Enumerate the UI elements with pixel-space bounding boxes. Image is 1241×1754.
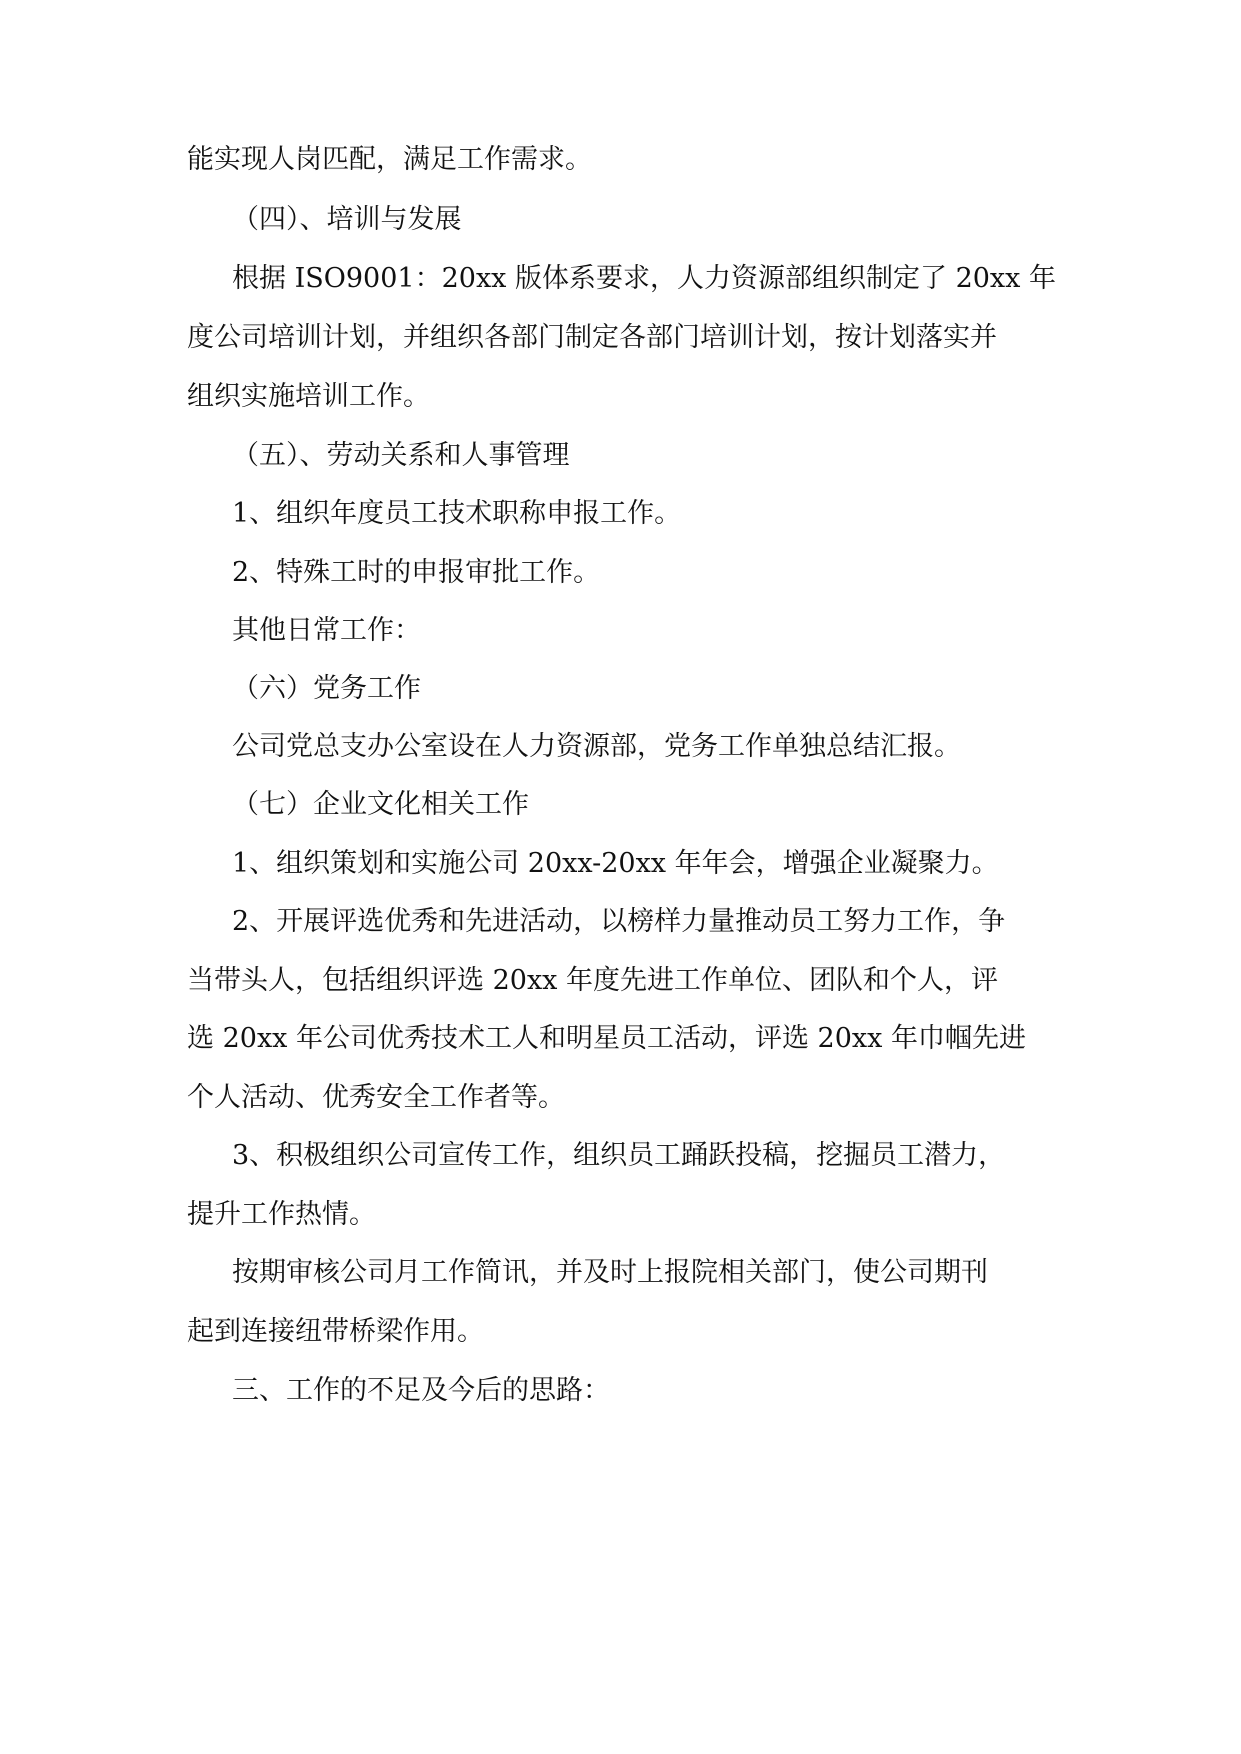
- section-heading: （四）、培训与发展: [232, 204, 462, 235]
- section-heading: 三、工作的不足及今后的思路：: [232, 1375, 610, 1406]
- section-heading: （七）企业文化相关工作: [232, 789, 529, 820]
- list-item: 2、开展评选优秀和先进活动，以榜样力量推动员工努力工作，争: [232, 906, 1006, 937]
- text-line: 当带头人，包括组织评选 20xx 年度先进工作单位、团队和个人，评: [187, 965, 998, 996]
- text-line: 公司党总支办公室设在人力资源部，党务工作单独总结汇报。: [232, 731, 961, 762]
- section-heading: （五）、劳动关系和人事管理: [232, 440, 570, 471]
- text-line: 根据 ISO9001：20xx 版体系要求，人力资源部组织制定了 20xx 年: [232, 263, 1056, 294]
- list-item: 1、组织年度员工技术职称申报工作。: [232, 498, 682, 529]
- text-line: 度公司培训计划，并组织各部门制定各部门培训计划，按计划落实并: [187, 322, 997, 353]
- text-line: 能实现人岗匹配，满足工作需求。: [187, 144, 592, 175]
- text-line: 提升工作热情。: [187, 1199, 376, 1230]
- list-item: 1、组织策划和实施公司 20xx-20xx 年年会，增强企业凝聚力。: [232, 848, 999, 879]
- text-line: 选 20xx 年公司优秀技术工人和明星员工活动，评选 20xx 年巾帼先进: [187, 1023, 1026, 1054]
- list-item: 2、特殊工时的申报审批工作。: [232, 557, 601, 588]
- text-line: 起到连接纽带桥梁作用。: [187, 1316, 484, 1347]
- list-item: 3、积极组织公司宣传工作，组织员工踊跃投稿，挖掘员工潜力，: [232, 1140, 1006, 1171]
- text-line: 按期审核公司月工作简讯，并及时上报院相关部门，使公司期刊: [232, 1257, 988, 1288]
- text-line: 其他日常工作：: [232, 615, 421, 646]
- text-line: 组织实施培训工作。: [187, 381, 430, 412]
- section-heading: （六）党务工作: [232, 673, 421, 704]
- text-line: 个人活动、优秀安全工作者等。: [187, 1082, 565, 1113]
